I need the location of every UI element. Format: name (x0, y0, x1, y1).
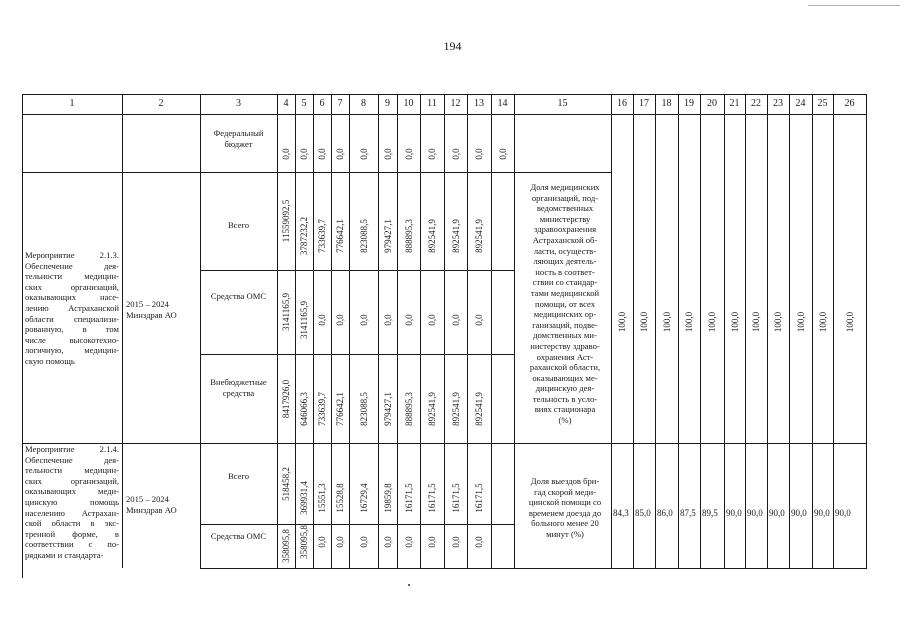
measure-213-amount-value: 979427,1 (382, 219, 393, 253)
measure-214-name-line: рядками и стандарта- (25, 549, 104, 560)
column-number: 26 (844, 98, 855, 109)
federal-budget-cell-value: 0,0 (281, 148, 291, 160)
measure-214-amount-value: 16171,5 (427, 483, 437, 513)
measure-213-amount-value: 892541,9 (474, 392, 484, 426)
measure-213-indicator-line: Доля медицинских (530, 182, 600, 192)
measure-213-indicator-line: оказывающих ме- (532, 372, 598, 383)
measure-213-name-line: Мероприятие 2.1.3. (25, 250, 119, 260)
measure-214-amount-value: 358095,8 (299, 525, 309, 559)
measure-214-name-line: соответствии с по- (25, 539, 119, 550)
table-rule (349, 94, 350, 568)
table-rule (833, 94, 834, 568)
table-rule (200, 568, 867, 569)
measure-213-amount-value: 979427,1 (382, 392, 393, 426)
table-rule (467, 94, 468, 568)
scan-dot (408, 584, 410, 586)
table-rule (866, 94, 867, 568)
measure-213-executor-line: 2015 – 2024 (126, 299, 169, 309)
column-number: 9 (385, 98, 390, 109)
federal-budget-cell-value: 0,0 (427, 148, 437, 160)
measure-213-amount-value: 3787232,2 (299, 216, 309, 256)
measure-213-name-line: логичную, медицин- (25, 345, 119, 356)
measure-214-name-line: тренной форме, в (25, 528, 119, 539)
measure-213-indicator-line: помощи, от всех (535, 298, 595, 309)
plan-table (22, 94, 866, 568)
measure-214-name-line: ских организаций, (25, 475, 119, 486)
measure-214-name-line: ской области в экс- (25, 518, 119, 529)
measure-214-target: 90,0 (791, 508, 807, 518)
measure-214-amount-value: 15528,8 (335, 483, 345, 513)
measure-213-name-line: тельности медицин- (25, 271, 119, 282)
measure-213-amount-value: 888895,3 (403, 219, 414, 253)
measure-213-indicator-line: (%) (558, 415, 572, 426)
measure-214-indicator-line: гад скорой меди- (533, 486, 597, 497)
measure-214-amount-value: 0,0 (382, 536, 393, 548)
measure-213-name-line: оказывающих насе- (25, 292, 119, 303)
measure-214-amount-value: 16729,4 (358, 483, 369, 513)
column-number: 20 (707, 98, 717, 109)
measure-213-amount-value: 3141165,9 (281, 293, 291, 331)
measure-213-amount-value: 776642,1 (335, 219, 345, 253)
measure-213-amount-value: 11559092,5 (281, 199, 291, 243)
measure-214-name-line: населению Астрахан- (25, 507, 119, 518)
column-number: 15 (557, 98, 568, 109)
column-number: 22 (751, 98, 761, 109)
measure-214-name-line: Мероприятие 2.1.4. (25, 444, 119, 454)
measure-214-amount-value: 0,0 (450, 536, 461, 548)
table-rule (491, 94, 492, 568)
measure-214-indicator-line: Доля выездов бри- (530, 476, 600, 486)
measure-213-executor (126, 299, 200, 320)
measure-213-amount-value: 646066,3 (299, 392, 309, 426)
table-rule (611, 94, 612, 568)
table-rule (313, 94, 314, 568)
table-rule (633, 94, 634, 568)
measure-213-target-value: 100,0 (817, 311, 828, 333)
measure-214-indicator-line: временем доезда до (528, 507, 602, 518)
table-rule (420, 94, 421, 568)
table-rule (122, 94, 123, 568)
federal-budget-cell-value: 0,0 (450, 148, 461, 160)
measure-214-amount-value: 369931,4 (299, 481, 309, 515)
column-number: 10 (403, 98, 414, 109)
measure-213-indicator-line: здравоохранения (533, 224, 597, 235)
measure-213-name-line: ских организаций, (25, 281, 119, 292)
column-number: 2 (158, 98, 164, 109)
column-number: 13 (474, 98, 484, 109)
measure-213-indicator-line: организаций, под- (531, 192, 599, 203)
measure-213-name (25, 250, 119, 367)
measure-214-name-line: тельности медицин- (25, 465, 119, 476)
measure-214-amount-value: 0,0 (317, 536, 327, 548)
column-number: 25 (817, 98, 828, 109)
measure-213-indicator-line: ствии со стандар- (532, 277, 598, 288)
measure-214-target: 86,0 (657, 508, 673, 518)
measure-213-amount-value: 0,0 (317, 314, 327, 326)
measure-213-indicator-line: нистерству здраво- (530, 340, 600, 351)
measure-213-indicator-line: тами медицинской (530, 287, 600, 298)
measure-213-target-value: 100,0 (617, 311, 627, 333)
table-rule (22, 172, 612, 173)
measure-214-target: 84,3 (613, 508, 629, 518)
table-rule (200, 94, 201, 568)
funding-source-federal: Федеральный бюджет (213, 128, 264, 149)
measure-213-name-line: Обеспечение дея- (25, 260, 119, 271)
federal-budget-cell-value: 0,0 (335, 148, 345, 160)
measure-214-amount-value: 0,0 (427, 536, 437, 548)
federal-budget-cell-value: 0,0 (299, 148, 309, 160)
funding-source-214: Всего (227, 471, 250, 481)
table-rule (295, 94, 296, 568)
measure-213-amount-value: 823088,5 (358, 219, 369, 253)
measure-213-name-line: числе высокотехно- (25, 334, 119, 345)
table-rule (331, 94, 332, 568)
measure-213-amount-value: 0,0 (335, 314, 345, 326)
federal-budget-cell-value: 0,0 (358, 148, 369, 160)
measure-213-indicator-line: охранения Аст- (536, 351, 594, 362)
measure-214-amount-value: 15551,3 (317, 483, 327, 513)
funding-source-214: Средства ОМС (210, 531, 267, 541)
measure-214-amount-value: 16171,5 (403, 483, 414, 513)
column-number: 18 (661, 98, 672, 109)
measure-213-amount-value: 892541,9 (450, 219, 461, 253)
measure-214-executor-line: Минздрав АО (126, 504, 177, 515)
table-rule (514, 94, 515, 568)
measure-214-name (25, 444, 119, 561)
top-rule (808, 5, 900, 6)
measure-214-amount-value: 16171,5 (474, 483, 484, 513)
column-number: 5 (301, 98, 307, 109)
funding-source-213: Всего (227, 220, 250, 230)
measure-213-indicator-line: тельность в усло- (532, 393, 598, 404)
funding-source-213: Внебюджетные средства (210, 377, 267, 398)
measure-214-amount-value: 358095,8 (281, 529, 291, 563)
measure-214-target: 85,0 (635, 508, 651, 518)
measure-213-indicator (521, 182, 609, 426)
table-rule (678, 94, 679, 568)
column-number: 7 (337, 98, 343, 109)
measure-213-target-value: 100,0 (844, 311, 855, 333)
measure-213-indicator-line: Астраханской об- (532, 234, 598, 245)
measure-213-indicator-line: медицинских ор- (533, 309, 597, 320)
measure-213-name-line: скую помощь (25, 355, 75, 366)
measure-213-amount-value: 0,0 (358, 314, 369, 326)
table-rule (277, 94, 278, 568)
measure-214-name-line: цинскую помощь (25, 496, 119, 507)
measure-213-amount-value: 892541,9 (450, 392, 461, 426)
measure-213-indicator-line: ность в соответ- (535, 266, 595, 277)
measure-213-amount-value: 776642,1 (335, 392, 345, 426)
column-number: 6 (319, 98, 325, 109)
table-rule (724, 94, 725, 568)
measure-213-amount-value: 0,0 (382, 314, 393, 326)
measure-214-indicator (521, 476, 609, 540)
measure-213-indicator-line: министерству (539, 213, 591, 224)
column-number: 24 (795, 98, 806, 109)
measure-213-indicator-line: ласти, осуществ- (533, 245, 597, 256)
measure-213-indicator-line: ляющих деятель- (533, 256, 597, 267)
measure-214-indicator-line: минут (%) (546, 528, 584, 539)
column-number: 11 (427, 98, 437, 109)
measure-214-amount-value: 0,0 (403, 536, 414, 548)
table-rule (444, 94, 445, 568)
measure-214-indicator-line: цинской помощи со (528, 497, 602, 508)
column-number: 12 (450, 98, 461, 109)
measure-213-executor-line: Минздрав АО (126, 309, 177, 320)
measure-213-target-value: 100,0 (773, 311, 783, 333)
measure-213-indicator-line: виях стационара (534, 404, 596, 415)
column-number: 8 (361, 98, 366, 109)
column-number: 17 (639, 98, 649, 109)
federal-budget-cell-value: 0,0 (317, 148, 327, 160)
measure-213-amount-value: 892541,9 (427, 219, 437, 253)
measure-213-amount-value: 888895,3 (403, 392, 414, 426)
table-rule (789, 94, 790, 568)
measure-213-target-value: 100,0 (751, 311, 761, 333)
measure-214-target: 90,0 (726, 508, 742, 518)
table-rule (378, 94, 379, 568)
measure-213-amount-value: 0,0 (403, 314, 414, 326)
measure-213-indicator-line: домственных ми- (533, 330, 597, 341)
column-number: 23 (773, 98, 783, 109)
measure-214-target: 90,0 (747, 508, 763, 518)
measure-214-indicator-line: больного менее 20 (531, 518, 599, 529)
table-rule (397, 94, 398, 568)
measure-213-target-value: 100,0 (639, 311, 649, 333)
column-number: 3 (236, 98, 241, 109)
measure-214-executor-line: 2015 – 2024 (126, 494, 169, 504)
measure-213-target-value: 100,0 (684, 311, 694, 333)
measure-213-amount-value: 823088,5 (358, 392, 369, 426)
measure-214-amount-value: 16171,5 (450, 483, 461, 513)
measure-214-amount-value: 0,0 (358, 536, 369, 548)
measure-214-target: 89,5 (702, 508, 718, 518)
federal-budget-cell-value: 0,0 (382, 148, 393, 160)
measure-213-target-value: 100,0 (661, 311, 672, 333)
column-number: 1 (69, 98, 75, 109)
measure-213-amount-value: 733639,7 (317, 219, 327, 253)
measure-214-target: 90,0 (814, 508, 830, 518)
measure-213-amount-value: 0,0 (450, 314, 461, 326)
measure-213-name-line: лению Астраханской (25, 302, 119, 313)
measure-213-amount-value: 0,0 (427, 314, 437, 326)
federal-budget-cell-value: 0,0 (403, 148, 414, 160)
federal-budget-cell-value: 0,0 (474, 148, 484, 160)
measure-213-indicator-line: раханской области, (529, 362, 601, 373)
measure-213-amount-value: 892541,9 (474, 219, 484, 253)
page-number: 194 (443, 39, 462, 53)
measure-213-amount-value: 892541,9 (427, 392, 437, 426)
measure-213-name-line: области специализи- (25, 313, 119, 324)
table-rule (700, 94, 701, 568)
measure-213-name-line: рованную, в том (25, 324, 119, 335)
federal-budget-cell-value: 0,0 (497, 148, 508, 160)
measure-214-target: 87,5 (680, 508, 696, 518)
measure-213-target-value: 100,0 (795, 311, 806, 333)
measure-213-indicator-line: ганизаций, подве- (532, 319, 598, 330)
measure-214-amount-value: 0,0 (335, 536, 345, 548)
measure-213-amount-value: 3141165,9 (299, 301, 309, 339)
column-number: 19 (684, 98, 694, 109)
measure-214-target: 90,0 (835, 508, 851, 518)
measure-213-target-value: 100,0 (729, 311, 740, 333)
table-rule (22, 94, 23, 578)
measure-214-amount-value: 518458,2 (281, 466, 291, 501)
table-rule (655, 94, 656, 568)
measure-214-executor (126, 494, 200, 515)
table-rule (812, 94, 813, 568)
measure-213-target-value: 100,0 (707, 311, 717, 333)
measure-214-amount-value: 19859,8 (382, 483, 393, 513)
measure-213-indicator-line: дицинскую дея- (535, 383, 595, 394)
column-number: 21 (729, 98, 740, 109)
measure-213-amount-value: 8417926,0 (281, 379, 291, 418)
column-number: 16 (617, 98, 627, 109)
column-number: 4 (283, 98, 289, 109)
funding-source-213: Средства ОМС (210, 291, 267, 301)
measure-213-amount-value: 733639,7 (317, 392, 327, 426)
measure-214-target: 90,0 (769, 508, 785, 518)
measure-213-indicator-line: ведомственных (536, 203, 594, 214)
measure-213-amount-value: 0,0 (474, 314, 484, 326)
measure-214-name-line: оказывающих меди- (25, 486, 119, 497)
measure-214-name-line: Обеспечение дея- (25, 454, 119, 465)
table-rule (745, 94, 746, 568)
column-number: 14 (497, 98, 508, 109)
table-rule (767, 94, 768, 568)
measure-214-amount-value: 0,0 (474, 536, 484, 548)
